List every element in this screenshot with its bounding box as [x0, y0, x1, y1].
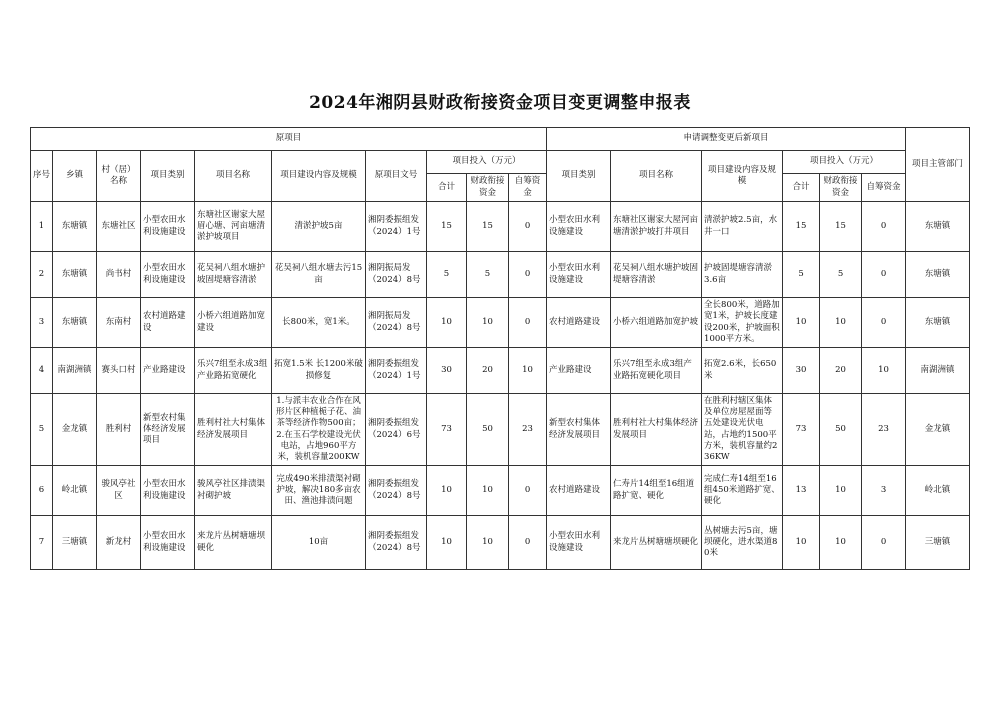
- dept-cell: 岭北镇: [906, 466, 970, 516]
- town-cell: 东塘镇: [53, 252, 97, 298]
- new-fiscal-cell: 10: [820, 516, 862, 570]
- table-row: [31, 516, 970, 570]
- fiscal-cell: 15: [467, 202, 509, 252]
- name-header: 项目名称: [195, 151, 272, 202]
- new-content-cell: 清淤护坡2.5亩，水井一口: [702, 202, 783, 252]
- new-fiscal-cell: 50: [820, 394, 862, 466]
- new-name-cell: 花吴祠八组水塘护坡固堤塘容清淤: [611, 252, 702, 298]
- category-cell: 小型农田水利设施建设: [141, 516, 195, 570]
- new-name-cell: 小桥六组道路加宽护坡: [611, 298, 702, 348]
- new-total-cell: 13: [783, 466, 820, 516]
- name-cell: 胜利村社大村集体经济发展项目: [195, 394, 272, 466]
- new-self-cell: 0: [862, 298, 906, 348]
- seq-cell: 2: [31, 252, 53, 298]
- fiscal-cell: 50: [467, 394, 509, 466]
- new-content-cell: 全长800米，道路加宽1米，护坡长度建设200米，护坡面积1000平方米。: [702, 298, 783, 348]
- page-title: 2024年湘阴县财政衔接资金项目变更调整申报表: [309, 93, 691, 113]
- name-cell: 乐兴7组至永成3组产业路拓宽硬化: [195, 348, 272, 394]
- total-cell: 30: [427, 348, 467, 394]
- seq-cell: 5: [31, 394, 53, 466]
- original-project-header: 原项目: [31, 128, 547, 151]
- new-self-header: 自筹资金: [862, 174, 906, 202]
- doc-header: 原项目文号: [366, 151, 427, 202]
- seq-header: 序号: [31, 151, 53, 202]
- new-category-header: 项目类别: [547, 151, 611, 202]
- dept-cell: 东塘镇: [906, 298, 970, 348]
- new-total-header: 合计: [783, 174, 820, 202]
- new-name-cell: 来龙片丛树塘塘坝硬化: [611, 516, 702, 570]
- content-cell: 完成490米排渍渠衬砌护坡，解决180多亩农田、渔池排渍问题: [272, 466, 366, 516]
- dept-cell: 南湖洲镇: [906, 348, 970, 394]
- new-name-cell: 胜利村社大村集体经济发展项目: [611, 394, 702, 466]
- table-row: [31, 298, 970, 348]
- self-cell: 0: [509, 516, 547, 570]
- new-content-cell: 丛树塘去污5亩，塘坝硬化，进水渠道80米: [702, 516, 783, 570]
- doc-cell: 湘阴委振组发（2024）1号: [366, 348, 427, 394]
- town-cell: 东塘镇: [53, 202, 97, 252]
- village-cell: 胜利村: [97, 394, 141, 466]
- town-cell: 三塘镇: [53, 516, 97, 570]
- new-total-cell: 15: [783, 202, 820, 252]
- self-cell: 0: [509, 466, 547, 516]
- fiscal-cell: 20: [467, 348, 509, 394]
- total-cell: 73: [427, 394, 467, 466]
- seq-cell: 4: [31, 348, 53, 394]
- new-content-cell: 完成仁寿14组至16组450米道路扩宽、硬化: [702, 466, 783, 516]
- village-cell: 东南村: [97, 298, 141, 348]
- seq-cell: 7: [31, 516, 53, 570]
- category-cell: 小型农田水利设施建设: [141, 466, 195, 516]
- new-investment-header: 项目投入（万元）: [783, 151, 906, 174]
- new-total-cell: 30: [783, 348, 820, 394]
- new-total-cell: 10: [783, 298, 820, 348]
- content-cell: 花吴祠八组水塘去污15亩: [272, 252, 366, 298]
- new-category-cell: 新型农村集体经济发展项目: [547, 394, 611, 466]
- total-cell: 5: [427, 252, 467, 298]
- town-cell: 岭北镇: [53, 466, 97, 516]
- category-header: 项目类别: [141, 151, 195, 202]
- village-cell: 骏风亭社区: [97, 466, 141, 516]
- total-cell: 10: [427, 516, 467, 570]
- new-fiscal-cell: 5: [820, 252, 862, 298]
- new-self-cell: 3: [862, 466, 906, 516]
- fiscal-cell: 10: [467, 466, 509, 516]
- town-cell: 金龙镇: [53, 394, 97, 466]
- new-self-cell: 0: [862, 516, 906, 570]
- village-cell: 尚书村: [97, 252, 141, 298]
- content-cell: 拓宽1.5米 长1200米破损修复: [272, 348, 366, 394]
- content-cell: 清淤护坡5亩: [272, 202, 366, 252]
- village-cell: 赛头口村: [97, 348, 141, 394]
- self-cell: 23: [509, 394, 547, 466]
- village-cell: 东塘社区: [97, 202, 141, 252]
- content-header: 项目建设内容及规模: [272, 151, 366, 202]
- new-content-cell: 护坡固堤塘容清淤3.6亩: [702, 252, 783, 298]
- fiscal-header: 财政衔接资金: [467, 174, 509, 202]
- doc-cell: 湘阴委振组发（2024）1号: [366, 202, 427, 252]
- dept-header: 项目主管部门: [906, 128, 970, 202]
- seq-cell: 6: [31, 466, 53, 516]
- category-cell: 产业路建设: [141, 348, 195, 394]
- new-total-cell: 10: [783, 516, 820, 570]
- name-cell: 花吴祠八组水塘护坡固堤塘容清淤: [195, 252, 272, 298]
- doc-cell: 湘阴振局发（2024）8号: [366, 252, 427, 298]
- name-cell: 东塘社区谢家大屋眉心塘、河亩塘清淤护坡项目: [195, 202, 272, 252]
- village-cell: 新龙村: [97, 516, 141, 570]
- total-cell: 10: [427, 298, 467, 348]
- category-cell: 新型农村集体经济发展项目: [141, 394, 195, 466]
- self-cell: 0: [509, 252, 547, 298]
- new-fiscal-cell: 10: [820, 466, 862, 516]
- name-cell: 来龙片丛树塘塘坝硬化: [195, 516, 272, 570]
- new-self-cell: 0: [862, 202, 906, 252]
- new-category-cell: 产业路建设: [547, 348, 611, 394]
- dept-cell: 金龙镇: [906, 394, 970, 466]
- dept-cell: 东塘镇: [906, 202, 970, 252]
- seq-cell: 3: [31, 298, 53, 348]
- new-name-cell: 东塘社区谢家大屋河亩塘清淤护坡打井项目: [611, 202, 702, 252]
- new-project-header: 申请调整变更后新项目: [547, 128, 906, 151]
- table-row: [31, 252, 970, 298]
- new-name-header: 项目名称: [611, 151, 702, 202]
- name-cell: 小桥六组道路加宽建设: [195, 298, 272, 348]
- village-header: 村（居）名称: [97, 151, 141, 202]
- new-total-cell: 5: [783, 252, 820, 298]
- new-category-cell: 小型农田水利设施建设: [547, 202, 611, 252]
- new-category-cell: 小型农田水利设施建设: [547, 252, 611, 298]
- self-cell: 0: [509, 202, 547, 252]
- total-cell: 10: [427, 466, 467, 516]
- new-category-cell: 农村道路建设: [547, 298, 611, 348]
- self-cell: 10: [509, 348, 547, 394]
- new-category-cell: 小型农田水利设施建设: [547, 516, 611, 570]
- content-cell: 10亩: [272, 516, 366, 570]
- new-name-cell: 仁寿片14组至16组道路扩宽、硬化: [611, 466, 702, 516]
- category-cell: 小型农田水利设施建设: [141, 252, 195, 298]
- new-content-cell: 在胜利村辖区集体及单位房屋屋面等五处建设光伏电站，占地约1500平方米，装机容量约236KW: [702, 394, 783, 466]
- dept-cell: 东塘镇: [906, 252, 970, 298]
- new-fiscal-cell: 15: [820, 202, 862, 252]
- new-category-cell: 农村道路建设: [547, 466, 611, 516]
- town-cell: 南湖洲镇: [53, 348, 97, 394]
- name-cell: 骏风亭社区排渍渠衬砌护坡: [195, 466, 272, 516]
- self-header: 自筹资金: [509, 174, 547, 202]
- new-fiscal-cell: 10: [820, 298, 862, 348]
- content-cell: 1.与派丰农业合作在风形片区种植栀子花、油茶等经济作物500亩；2.在玉石学校建设光伏电站，占地960平方米，装机容量200KW: [272, 394, 366, 466]
- change-table: [30, 127, 970, 570]
- table-row: [31, 348, 970, 394]
- fiscal-cell: 10: [467, 298, 509, 348]
- new-self-cell: 0: [862, 252, 906, 298]
- self-cell: 0: [509, 298, 547, 348]
- seq-cell: 1: [31, 202, 53, 252]
- category-cell: 农村道路建设: [141, 298, 195, 348]
- doc-cell: 湘阴委振组发（2024）8号: [366, 466, 427, 516]
- investment-header: 项目投入（万元）: [427, 151, 547, 174]
- total-cell: 15: [427, 202, 467, 252]
- town-header: 乡镇: [53, 151, 97, 202]
- fiscal-cell: 10: [467, 516, 509, 570]
- table-row: [31, 202, 970, 252]
- fiscal-cell: 5: [467, 252, 509, 298]
- doc-cell: 湘阴委振组发（2024）8号: [366, 516, 427, 570]
- category-cell: 小型农田水利设施建设: [141, 202, 195, 252]
- doc-cell: 湘阴振局发（2024）8号: [366, 298, 427, 348]
- table-row: [31, 394, 970, 466]
- new-total-cell: 73: [783, 394, 820, 466]
- dept-cell: 三塘镇: [906, 516, 970, 570]
- table-row: [31, 466, 970, 516]
- new-content-header: 项目建设内容及规模: [702, 151, 783, 202]
- total-header: 合计: [427, 174, 467, 202]
- new-name-cell: 乐兴7组至永成3组产业路拓宽硬化项目: [611, 348, 702, 394]
- new-self-cell: 23: [862, 394, 906, 466]
- town-cell: 东塘镇: [53, 298, 97, 348]
- new-self-cell: 10: [862, 348, 906, 394]
- new-fiscal-cell: 20: [820, 348, 862, 394]
- doc-cell: 湘阴委振组发（2024）6号: [366, 394, 427, 466]
- new-fiscal-header: 财政衔接资金: [820, 174, 862, 202]
- new-content-cell: 拓宽2.6米，长650米: [702, 348, 783, 394]
- content-cell: 长800米，宽1米。: [272, 298, 366, 348]
